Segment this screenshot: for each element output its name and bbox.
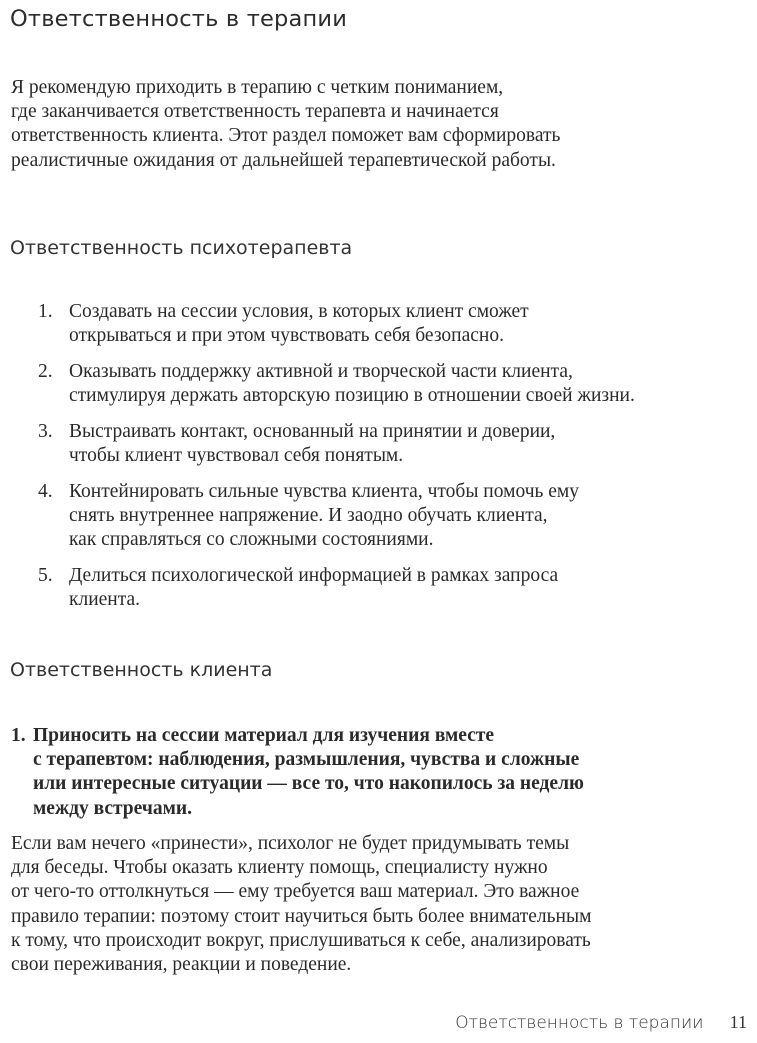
list-item-line: с терапевтом: наблюдения, размышления, чувства и сложные bbox=[33, 749, 580, 771]
intro-line: реалистичные ожидания от дальнейшей терапевтической работы. bbox=[11, 149, 556, 171]
client-item-text bbox=[11, 724, 711, 821]
list-item-line: Контейнировать сильные чувства клиента, чтобы помочь ему bbox=[69, 480, 580, 502]
client-section-title: Ответственность клиента bbox=[10, 659, 273, 681]
intro-line: где заканчивается ответственность терапевта и начинается bbox=[11, 101, 499, 123]
client-paragraph bbox=[11, 832, 731, 977]
list-item bbox=[38, 420, 738, 468]
list-item-line: чтобы клиент чувствовал себя понятым. bbox=[69, 445, 404, 467]
therapist-responsibilities-list bbox=[38, 300, 738, 624]
footer-chapter-label: Ответственность в терапии bbox=[455, 1013, 704, 1033]
therapist-section-title: Ответственность психотерапевта bbox=[10, 237, 353, 259]
paragraph-line: к тому, что происходит вокруг, прислушиваться к себе, анализировать bbox=[11, 929, 591, 951]
page-footer bbox=[455, 1012, 747, 1033]
list-item-line: Делиться психологической информацией в рамках запроса bbox=[69, 564, 559, 586]
list-item-line: между встречами. bbox=[33, 797, 192, 819]
list-item bbox=[38, 300, 738, 348]
list-item bbox=[38, 564, 738, 612]
list-item-line: открываться и при этом чувствовать себя безопасно. bbox=[69, 325, 504, 347]
page-title: Ответственность в терапии bbox=[10, 6, 348, 32]
list-item-line: стимулируя держать авторскую позицию в отношении своей жизни. bbox=[69, 385, 635, 407]
client-list-item bbox=[11, 724, 711, 821]
paragraph-line: для беседы. Чтобы оказать клиенту помощь, специалисту нужно bbox=[11, 857, 548, 879]
intro-paragraph bbox=[11, 76, 731, 173]
list-item-number: 1. bbox=[11, 725, 26, 746]
list-item-number: 5. bbox=[38, 564, 53, 586]
list-item-number: 3. bbox=[38, 420, 53, 442]
list-item-number: 2. bbox=[38, 360, 53, 382]
list-item bbox=[38, 360, 738, 408]
paragraph-line: правило терапии: поэтому стоит научиться быть более внимательным bbox=[11, 905, 592, 927]
list-item bbox=[38, 480, 738, 553]
paragraph-line: от чего-то оттолкнуться — ему требуется ваш материал. Это важное bbox=[11, 881, 580, 903]
list-item-line: Оказывать поддержку активной и творческой части клиента, bbox=[69, 360, 573, 382]
list-item-line: Создавать на сессии условия, в которых клиент сможет bbox=[69, 301, 529, 322]
list-item-line: Выстраивать контакт, основанный на принятии и доверии, bbox=[69, 420, 556, 442]
list-item-number: 4. bbox=[38, 480, 53, 502]
intro-line: Я рекомендую приходить в терапию с четким пониманием, bbox=[11, 77, 504, 98]
page-number: 11 bbox=[729, 1012, 747, 1032]
paragraph-line: свои переживания, реакции и поведение. bbox=[11, 954, 352, 976]
list-item-line: или интересные ситуации — все то, что накопилось за неделю bbox=[33, 773, 584, 795]
list-item-line: клиента. bbox=[69, 589, 141, 611]
list-item-number: 1. bbox=[38, 301, 53, 322]
list-item-line: Приносить на сессии материал для изучения вместе bbox=[33, 725, 495, 746]
list-item-line: как справляться со сложными состояниями. bbox=[69, 529, 434, 551]
intro-line: ответственность клиента. Этот раздел поможет вам сформировать bbox=[11, 125, 561, 147]
list-item-line: снять внутреннее напряжение. И заодно обучать клиента, bbox=[69, 504, 548, 526]
paragraph-line: Если вам нечего «принести», психолог не будет придумывать темы bbox=[11, 833, 570, 854]
